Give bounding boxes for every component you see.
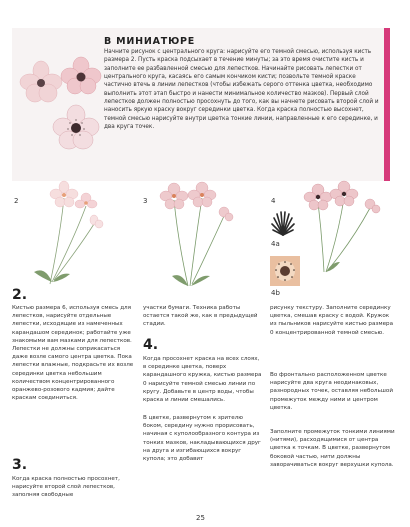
section-title: В МИНИАТЮРЕ <box>104 36 196 47</box>
figure-label-2: 2 <box>14 197 19 205</box>
step-4-number: 4. <box>143 337 159 353</box>
figure-label-4: 4 <box>271 197 276 205</box>
figure-4b-flower-centre-detail <box>270 256 300 286</box>
figure-2-flower-painting <box>20 176 120 291</box>
figure-label-4b: 4b <box>271 289 280 297</box>
step-4-continued-text-c: Заполните промежуток тонкими линиями (нитями), расходящимися от центра цветка к точкам. В цветке, развернутом боковой частью, нити должны заворачиваться вокруг верхушки купола. <box>270 429 395 468</box>
intro-paragraph: Начните рисунок с центрального круга: нарисуйте его темной смесью, используя кисть размера 2. Пусть краска подсыхает в течение минуты; за это время очистите кисть и заполните ее разбавленной смесью для лепестков. Начинайте рисовать лепестки от центрального круга, касаясь его самым кончиком кисти; позвольте темной краске частично втечь в линии лепестков (чтобы избежать серого оттенка цветка, необходимо выполнить этот этап быстро и нанести минимальное количество мазков). Первый слой лепестков должен полностью просохнуть до того, как вы начнете рисовать второй слой и наносить яркую краску вокруг серединки цветка. Когда краска полностью высохнет, темной смесью нарисуйте внутри цветка тонкие линии, направленные к его серединке, и два круга точек. <box>104 49 379 131</box>
step-4-text-a: Когда просохнет краска на всех слоях, в серединке цветка, поверх карандашного кружка, кистью размера 0 нарисуйте темной смесью линии по кругу. Добавьте в центр воды, чтобы краска и линии смешались. <box>143 356 262 404</box>
figure-label-4a: 4а <box>271 240 280 248</box>
figure-label-3: 3 <box>143 197 148 205</box>
step-2-text: Кистью размера 6, используя смесь для лепестков, нарисуйте отдельные лепестки, исходящие из намеченных карандашом серединок; работайте уже знакомыми вам мазками для лепестков. Лепестки не должны соприкасаться даже возле самого центра цветка. Пока лепестки влажные, подкрасьте их возле серединки цветка небольшим количеством концентрированного оранжево-розового кадмия; дайте краскам соединиться. <box>12 305 134 402</box>
figure-3-flower-painting <box>160 182 233 221</box>
miniature-flower-sketch-1 <box>18 60 64 104</box>
step-3-continued-text: участки бумаги. Техника работы остается такой же, как в предыдущей стадии. <box>143 305 258 328</box>
page-number: 25 <box>196 514 205 522</box>
step-4-text-b: В цветке, развернутом к зрителю боком, середину нужно прорисовать, начиная с куполообразного контура из тонких мазков, накладывающихся друг на друга и изгибающихся вокруг купола; это добавит <box>143 415 262 463</box>
step-3-text: Когда краска полностью просохнет, нарисуйте второй слой лепестков, заполняя свободные <box>12 476 120 499</box>
step-2-number: 2. <box>12 287 28 303</box>
miniature-flower-sketch-2 <box>60 56 102 96</box>
step-3-number: 3. <box>12 457 28 473</box>
miniature-flower-sketch-3 <box>52 104 100 152</box>
figure-4a-dome-detail <box>270 208 296 238</box>
step-4-continued-text-b: Во фронтально расположенном цветке нарисуйте два круга неодинаковых, разнородных точек, оставляя небольшой промежуток между ними и центром цветка. <box>270 372 393 411</box>
step-4-continued-text-a: рисунку текстуру. Заполните серединку цветка, смешав краску с водой. Кружок из пыльников нарисуйте кистью размера 0 концентрированной темной смесью. <box>270 305 393 336</box>
